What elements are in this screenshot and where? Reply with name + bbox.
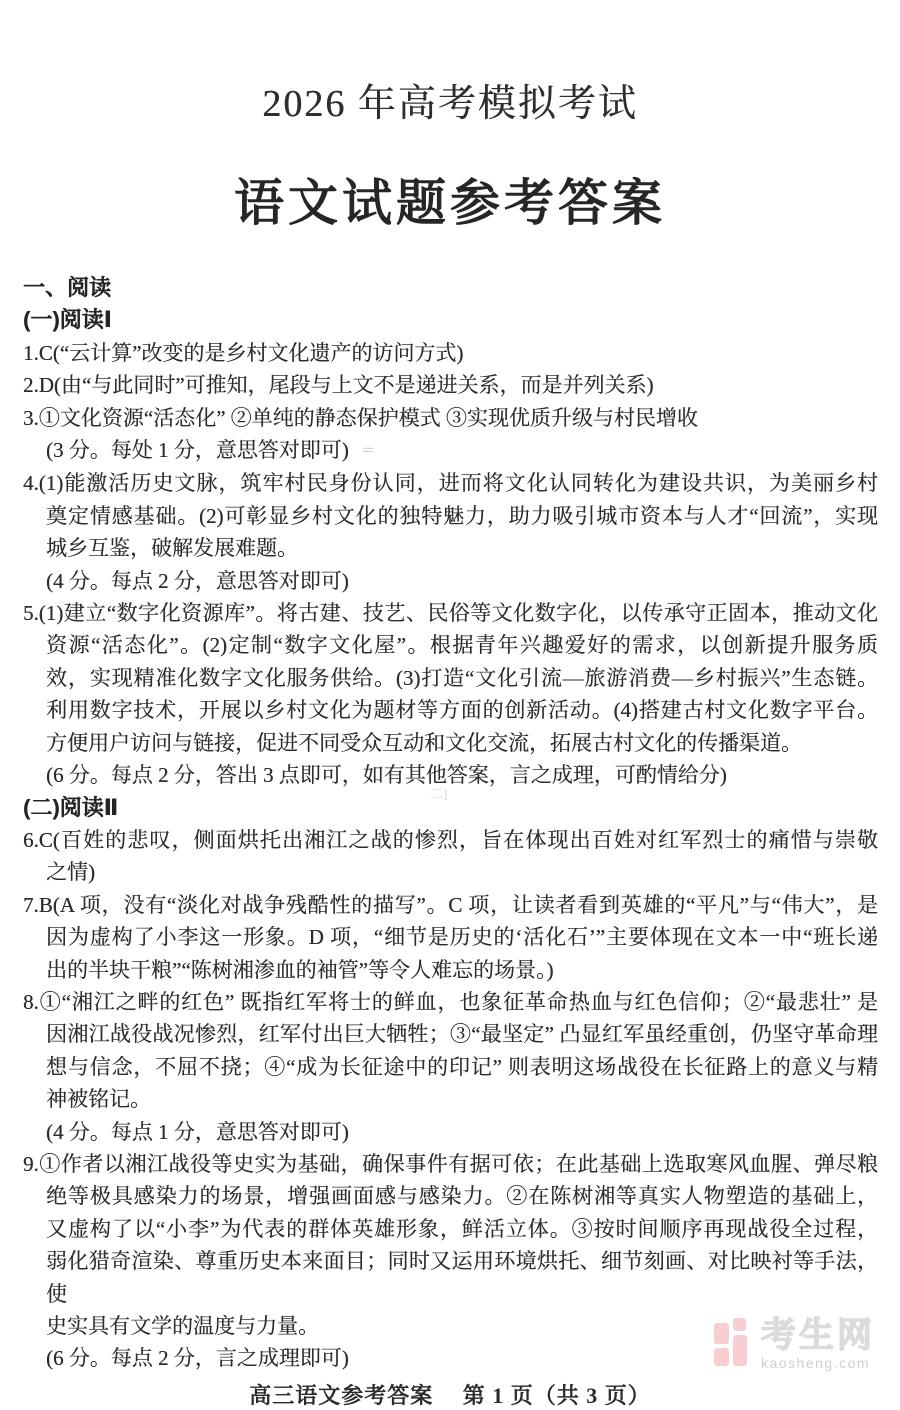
answer-2: 2.D(由“与此同时”可推知，尾段与上文不是递进关系，而是并列关系) <box>23 373 654 398</box>
answer-5-line-3: 效，实现精准化数字文化服务供给。(3)打造“文化引流—旅游消费—乡村振兴”生态链。 <box>46 665 878 690</box>
answer-8-line-2: 因湘江战役战况惨烈，红军付出巨大牺牲；③“最坚定” 凸显红军虽经重创，仍坚守革命理 <box>46 1022 878 1047</box>
scan-smudge-equals: ＝ <box>360 443 376 460</box>
page-footer: 高三语文参考答案 第 1 页（共 3 页） <box>249 1382 651 1408</box>
answer-4-line-3: 城乡互鉴，破解发展难题。 <box>46 536 298 561</box>
answer-3: 3.①文化资源“活态化” ②单纯的静态保护模式 ③实现优质升级与村民增收 <box>23 405 698 430</box>
answer-body <box>0 272 900 1375</box>
answer-8-score-note: (4 分。每点 1 分，意思答对即可) <box>46 1119 349 1144</box>
kaosheng-watermark <box>714 1318 875 1370</box>
answer-7-line-3: 出的半块干粮”“陈树湘渗血的袖管”等令人难忘的场景。) <box>46 957 554 982</box>
answer-8-line-3: 想与信念，不屈不挠；④“成为长征途中的印记” 则表明这场战役在长征路上的意义与精 <box>46 1054 878 1079</box>
answer-8-line-4: 神被铭记。 <box>46 1087 151 1112</box>
watermark-text-block <box>761 1318 875 1370</box>
answer-9-line-5: 史实具有文学的温度与力量。 <box>46 1314 319 1338</box>
answer-9-line-3: 又虚构了以“小李”为代表的群体英雄形象，鲜活立体。③按时间顺序再现战役全过程， <box>46 1216 878 1241</box>
subsection-heading-reading-1: (一)阅读Ⅰ <box>23 307 112 333</box>
answer-key-title: 语文试题参考答案 <box>234 175 666 231</box>
score-note-text: (3 分。每处 1 分，意思答对即可) <box>46 438 349 463</box>
answer-7-line-2: 因为虚构了小李这一形象。D 项，“细节是历史的‘活化石’”主要体现在文本一中“班长递 <box>46 925 878 950</box>
exam-title: 2026 年高考模拟考试 <box>262 83 638 125</box>
kaosheng-logo-icon <box>714 1318 750 1367</box>
subsection-heading-reading-2: (二)阅读Ⅱ <box>23 794 119 820</box>
answer-5-score-note: (6 分。每点 2 分，答出 3 点即可，如有其他答案，言之成理，可酌情给分) <box>46 763 727 788</box>
answer-9-line-4: 弱化猎奇渲染、尊重历史本来面目；同时又运用环境烘托、细节刻画、对比映衬等手法，使 <box>46 1249 878 1306</box>
section-heading-reading: 一、阅读 <box>23 275 112 300</box>
answer-4-line-1: 4.(1)能激活历史文脉，筑牢村民身份认同，进而将文化认同转化为建设共识，为美丽乡村 <box>23 471 878 496</box>
document-header <box>0 0 900 232</box>
answer-4-score-note: (4 分。每点 2 分，意思答对即可) <box>46 568 349 593</box>
answer-6-line-1: 6.C(百姓的悲叹，侧面烘托出湘江之战的惨烈，旨在体现出百姓对红军烈士的痛惜与崇敬 <box>23 827 878 852</box>
answer-9-line-1: 9.①作者以湘江战役等史实为基础，确保事件有据可依；在此基础上选取寒风血腥、弹尽粮 <box>23 1151 878 1176</box>
answer-8-line-1: 8.①“湘江之畔的红色” 既指红军将士的鲜血，也象征革命热血与红色信仰；②“最悲壮” 是 <box>23 989 878 1014</box>
answer-5-line-5: 方便用户访问与链接，促进不同受众互动和文化交流，拓展古村文化的传播渠道。 <box>46 730 802 755</box>
answer-5-line-4: 利用数字技术，开展以乡村文化为题材等方面的创新活动。(4)搭建古村文化数字平台。 <box>46 698 878 723</box>
answer-6-line-2: 之情) <box>46 860 95 885</box>
answer-9-line-2: 绝等极具感染力的场景，增强画面感与感染力。②在陈树湘等真实人物塑造的基础上， <box>46 1184 878 1209</box>
watermark-brand-name: 考生网 <box>761 1316 876 1355</box>
answer-1: 1.C(“云计算”改变的是乡村文化遗产的访问方式) <box>23 340 464 365</box>
answer-5-line-1: 5.(1)建立“数字化资源库”。将古建、技艺、民俗等文化数字化，以传承守正固本，推动文化 <box>23 601 878 626</box>
watermark-domain: kaosheng.com <box>761 1355 871 1371</box>
answer-5-line-2: 资源“活态化”。(2)定制“数字文化屋”。根据青年兴趣爱好的需求，以创新提升服务质 <box>46 633 878 658</box>
answer-4-line-2: 奠定情感基础。(2)可彰显乡村文化的独特魅力，助力吸引城市资本与人才“回流”，实现 <box>46 503 878 528</box>
answer-7-line-1: 7.B(A 项，没有“淡化对战争残酷性的描写”。C 项，让读者看到英雄的“平凡”与“伟大”，是 <box>23 892 878 917</box>
answer-3-score-note <box>46 434 878 467</box>
scan-smudge-mark: 二] <box>430 786 448 801</box>
answer-9-score-note: (6 分。每点 2 分，言之成理即可) <box>46 1346 349 1371</box>
